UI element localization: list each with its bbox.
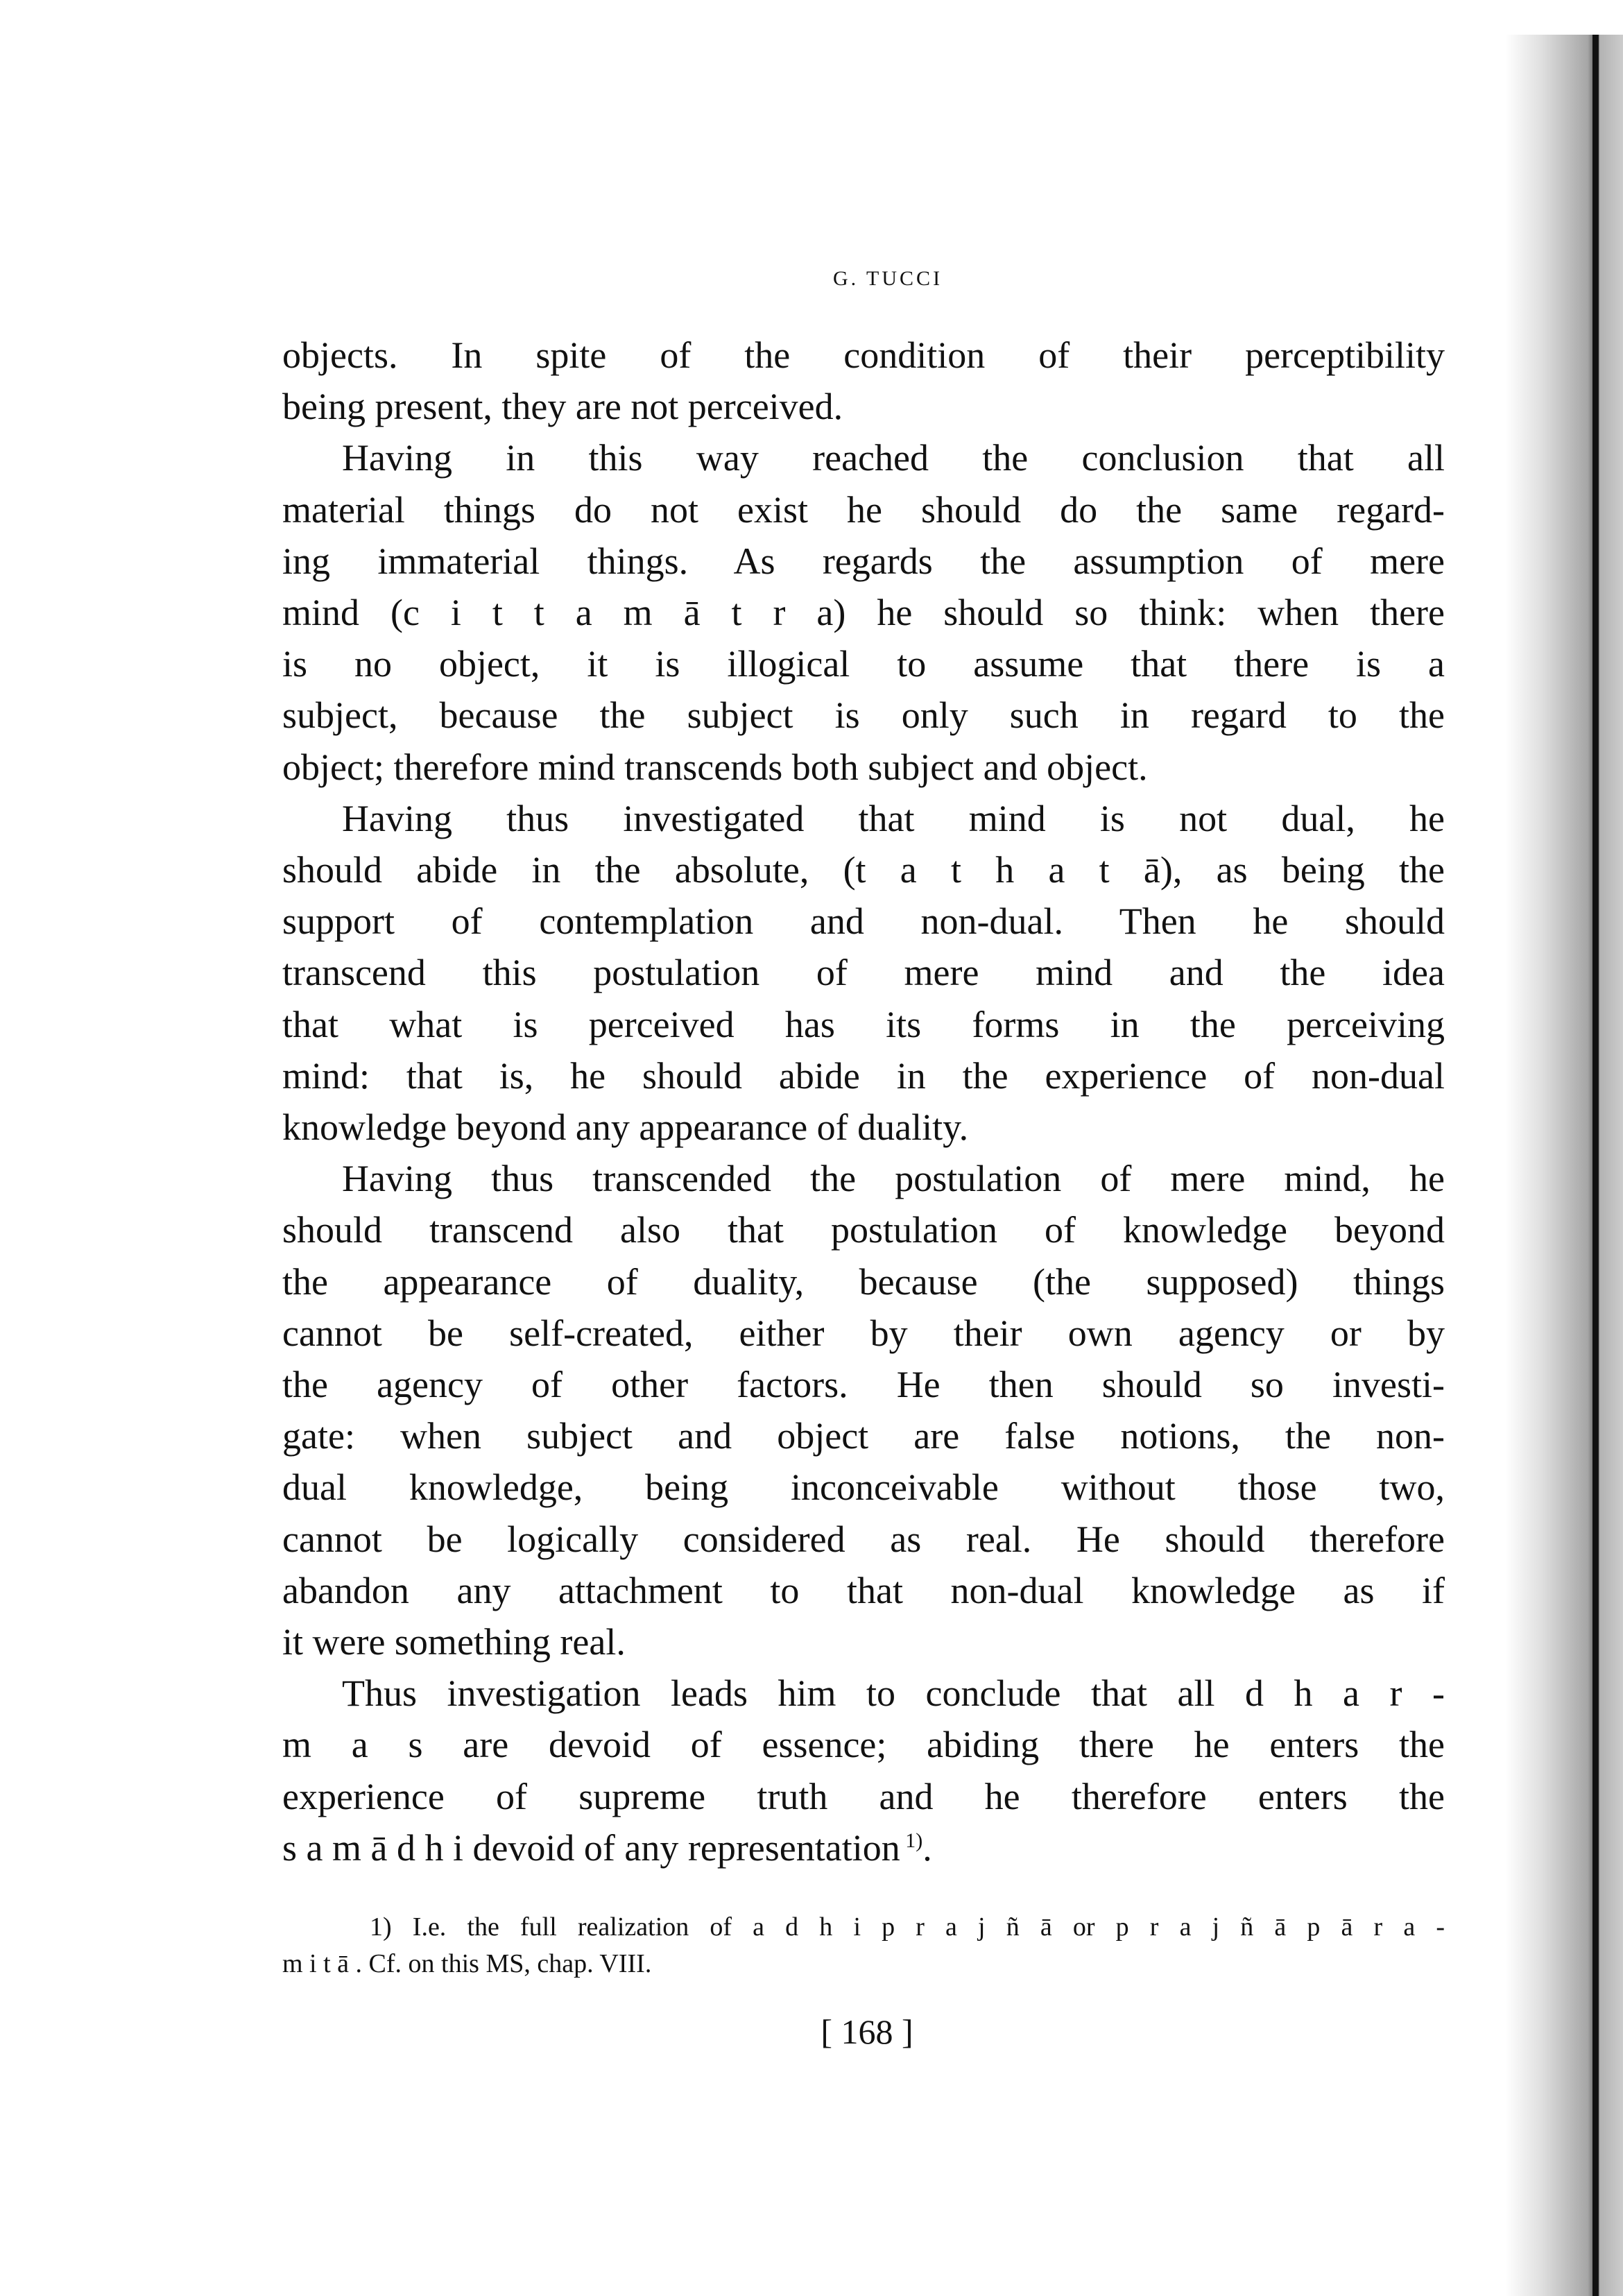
text-line-content: subject, because the subject is only such in regard to the xyxy=(282,694,1445,737)
text-line-content: dual knowledge, being inconceivable without those two, xyxy=(282,1466,1445,1509)
text-line-content: Having thus investigated that mind is not dual, he xyxy=(342,797,1445,839)
text-line-content: the appearance of duality, because (the supposed) things xyxy=(282,1260,1445,1303)
text-line xyxy=(282,742,1445,793)
text-line-content: material things do not exist he should do the same regard- xyxy=(282,488,1445,531)
text-line-content: that what is perceived has its forms in the perceiving xyxy=(282,1003,1445,1045)
text-line-content: cannot be self-created, either by their own agency or by xyxy=(282,1312,1445,1354)
text-line xyxy=(282,1822,1445,1874)
text-line xyxy=(282,1410,1445,1462)
text-line xyxy=(282,536,1445,587)
footnote-line: 1) I.e. the full realization of a d h i p r a j ñ ā or p r a j ñ ā p ā r a - xyxy=(370,1912,1445,1942)
text-line-content: experience of supreme truth and he therefore enters the xyxy=(282,1775,1445,1817)
text-line xyxy=(282,844,1445,896)
end-punctuation: . xyxy=(922,1826,932,1869)
text-line xyxy=(342,432,1445,483)
text-line xyxy=(342,1668,1445,1719)
text-line xyxy=(282,1616,1445,1668)
text-line xyxy=(282,999,1445,1050)
text-line-content: should abide in the absolute, (t a t h a t ā), as being the xyxy=(282,849,1445,891)
text-line xyxy=(282,1719,1445,1770)
text-line xyxy=(282,947,1445,998)
text-line-content: objects. In spite of the condition of their perceptibility xyxy=(282,334,1445,376)
text-line-content: the agency of other factors. He then should so investi- xyxy=(282,1364,1445,1405)
text-line xyxy=(282,1462,1445,1513)
text-line xyxy=(282,1204,1445,1256)
text-line-content: transcend this postulation of mere mind and the idea xyxy=(282,952,1445,994)
text-line-content: gate: when subject and object are false notions, the non- xyxy=(282,1415,1445,1457)
footnote-reference[interactable]: 1) xyxy=(900,1828,923,1852)
text-line xyxy=(282,1102,1445,1153)
text-line xyxy=(282,1050,1445,1102)
text-line xyxy=(282,689,1445,741)
text-line-content: abandon any attachment to that non-dual knowledge as if xyxy=(282,1569,1445,1611)
text-line-content: ing immaterial things. As regards the assumption of mere xyxy=(282,540,1445,582)
text-line xyxy=(282,381,1445,432)
text-line xyxy=(342,1153,1445,1204)
text-line-content: s a m ā d h i devoid of any representation xyxy=(282,1826,900,1869)
scan-binding-shadow xyxy=(1505,35,1623,2296)
text-line xyxy=(282,587,1445,638)
text-line-content: object; therefore mind transcends both subject and object. xyxy=(282,746,1148,788)
text-line xyxy=(282,638,1445,689)
text-line xyxy=(282,1565,1445,1616)
text-line xyxy=(282,484,1445,536)
text-line-content: it were something real. xyxy=(282,1621,626,1663)
text-line-content: mind: that is, he should abide in the experience of non-dual xyxy=(282,1054,1445,1097)
text-line xyxy=(342,793,1445,844)
text-line xyxy=(282,1256,1445,1308)
text-line-content: Thus investigation leads him to conclude that all d h a r - xyxy=(342,1672,1445,1715)
page-number: [ 168 ] xyxy=(821,2012,913,2051)
text-line-content: m a s are devoid of essence; abiding there he enters the xyxy=(282,1724,1445,1766)
text-line xyxy=(282,1771,1445,1822)
text-line xyxy=(282,896,1445,947)
text-line-content: knowledge beyond any appearance of duality. xyxy=(282,1106,969,1148)
text-line-content: support of contemplation and non-dual. Then he should xyxy=(282,900,1445,943)
running-head: G. TUCCI xyxy=(832,267,943,290)
text-line-content: cannot be logically considered as real. He should therefore xyxy=(282,1518,1445,1560)
text-line-content: being present, they are not perceived. xyxy=(282,386,843,428)
text-line-content: is no object, it is illogical to assume that there is a xyxy=(282,643,1445,685)
text-line xyxy=(282,1359,1445,1410)
text-line xyxy=(282,329,1445,381)
text-line xyxy=(282,1308,1445,1359)
text-line-content: Having in this way reached the conclusion that all xyxy=(342,437,1445,479)
text-line-content: should transcend also that postulation of knowledge beyond xyxy=(282,1209,1445,1251)
text-line-content: Having thus transcended the postulation of mere mind, he xyxy=(342,1158,1445,1200)
text-line xyxy=(282,1514,1445,1565)
footnote-line: m i t ā . Cf. on this MS, chap. VIII. xyxy=(282,1949,652,1978)
text-line-content: mind (c i t t a m ā t r a) he should so think: when there xyxy=(282,592,1445,633)
